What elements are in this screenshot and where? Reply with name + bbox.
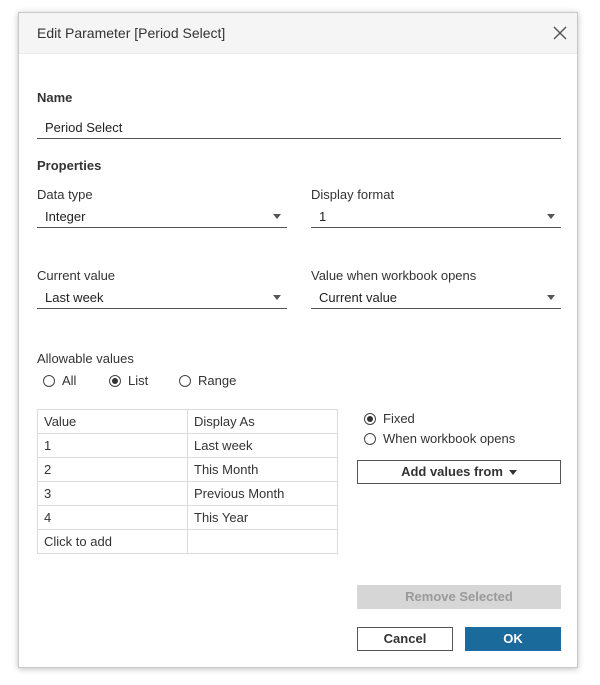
table-cell-value[interactable]: 2	[38, 458, 188, 482]
dialog-titlebar	[19, 13, 577, 54]
cancel-button[interactable]: Cancel	[357, 627, 453, 651]
allowable-range-radio[interactable]	[179, 373, 236, 388]
table-cell-value[interactable]: 1	[38, 434, 188, 458]
radio-label: List	[128, 373, 149, 388]
remove-selected-button[interactable]: Remove Selected	[357, 585, 561, 609]
add-values-from-button[interactable]	[357, 460, 561, 484]
data-type-value: Integer	[45, 209, 86, 224]
radio-circle-icon	[364, 433, 376, 445]
name-input[interactable]: Period Select	[37, 117, 561, 139]
value-when-opens-select[interactable]	[311, 287, 561, 309]
click-to-add-cell[interactable]: Click to add	[38, 530, 188, 554]
display-format-select[interactable]	[311, 206, 561, 228]
current-value-value: Last week	[45, 290, 104, 305]
dialog-title: Edit Parameter [Period Select]	[37, 25, 226, 41]
chevron-down-icon	[547, 295, 555, 300]
allowable-list-radio[interactable]	[109, 373, 148, 388]
chevron-down-icon	[273, 214, 281, 219]
table-add-row[interactable]	[38, 530, 338, 554]
radio-selected-icon	[109, 375, 121, 387]
table-cell-empty[interactable]	[188, 530, 338, 554]
values-table	[37, 409, 338, 554]
edit-parameter-dialog	[18, 12, 578, 668]
table-cell-display[interactable]: This Month	[188, 458, 338, 482]
table-row[interactable]	[38, 458, 338, 482]
close-icon[interactable]	[553, 26, 567, 40]
properties-heading: Properties	[37, 158, 102, 173]
ok-button[interactable]: OK	[465, 627, 561, 651]
table-row[interactable]	[38, 434, 338, 458]
value-when-opens-value: Current value	[319, 290, 398, 305]
table-cell-value[interactable]: 4	[38, 506, 188, 530]
table-cell-display[interactable]: This Year	[188, 506, 338, 530]
table-cell-display[interactable]: Previous Month	[188, 482, 338, 506]
chevron-down-icon	[509, 470, 517, 475]
table-row[interactable]	[38, 506, 338, 530]
radio-label: When workbook opens	[383, 431, 516, 446]
when-workbook-opens-radio[interactable]	[364, 431, 515, 446]
table-cell-display[interactable]: Last week	[188, 434, 338, 458]
radio-selected-icon	[364, 413, 376, 425]
fixed-radio[interactable]	[364, 411, 415, 426]
add-values-from-label: Add values from	[401, 464, 503, 479]
chevron-down-icon	[273, 295, 281, 300]
radio-label: Range	[198, 373, 237, 388]
current-value-label: Current value	[37, 268, 116, 283]
chevron-down-icon	[547, 214, 555, 219]
name-label: Name	[37, 90, 73, 105]
current-value-select[interactable]	[37, 287, 287, 309]
radio-label: All	[62, 373, 77, 388]
value-when-opens-label: Value when workbook opens	[311, 268, 477, 283]
data-type-select[interactable]	[37, 206, 287, 228]
column-header-display-as: Display As	[188, 410, 338, 434]
display-format-value: 1	[319, 209, 327, 224]
column-header-value: Value	[38, 410, 188, 434]
table-header-row	[38, 410, 338, 434]
radio-circle-icon	[179, 375, 191, 387]
allowable-values-label: Allowable values	[37, 351, 134, 366]
table-row[interactable]	[38, 482, 338, 506]
radio-label: Fixed	[383, 411, 415, 426]
radio-circle-icon	[43, 375, 55, 387]
table-cell-value[interactable]: 3	[38, 482, 188, 506]
display-format-label: Display format	[311, 187, 395, 202]
data-type-label: Data type	[37, 187, 93, 202]
allowable-all-radio[interactable]	[43, 373, 76, 388]
